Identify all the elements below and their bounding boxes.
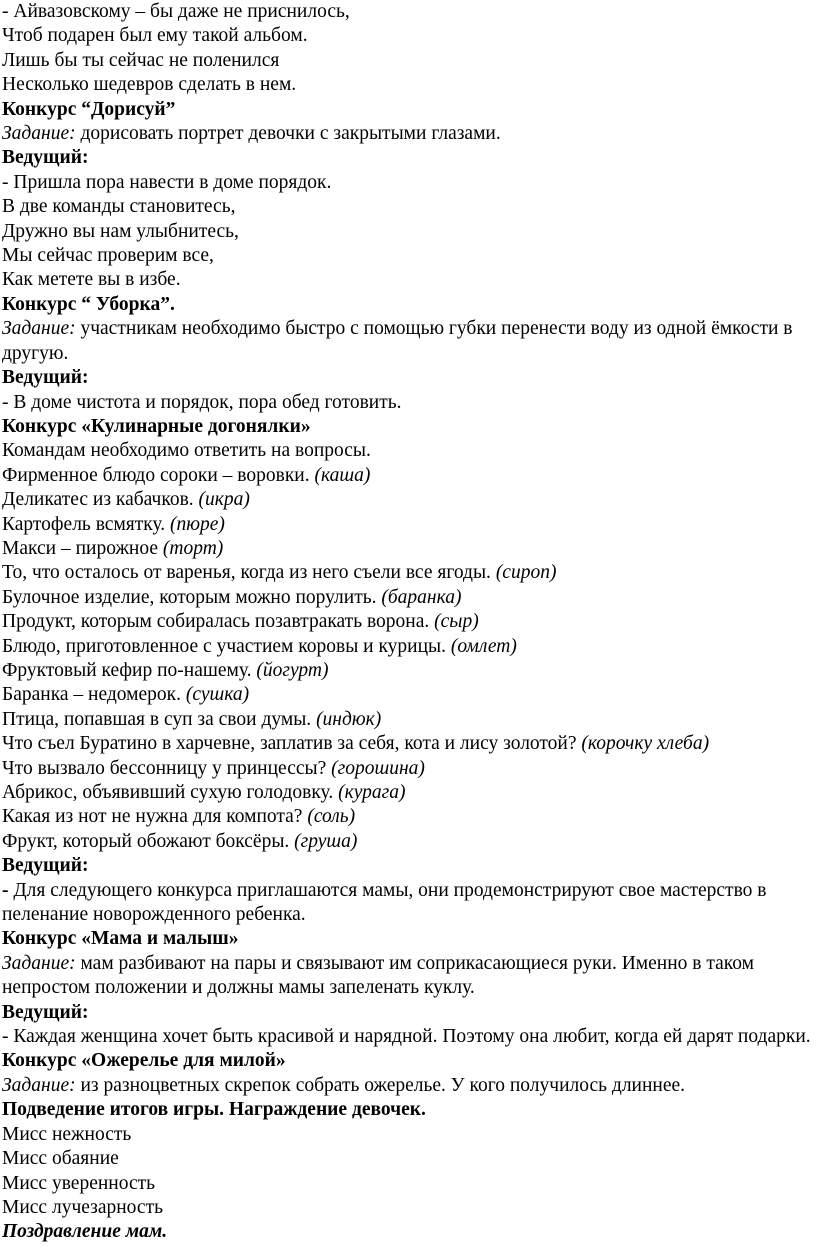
nomination-item: Мисс нежность: [2, 1123, 132, 1145]
quiz-question: [2, 830, 814, 854]
poem-line: - Айвазовскому – бы даже не приснилось,: [2, 1, 350, 22]
question-text: Фирменное блюдо сороки – воровки.: [2, 464, 315, 486]
question-answer: (йогурт): [256, 659, 329, 681]
poem-line: Мы сейчас проверим все,: [2, 245, 214, 267]
question-text: Какая из нот не нужна для компота?: [2, 806, 308, 828]
task-label: Задание:: [2, 123, 76, 145]
question-answer: (груша): [294, 830, 358, 852]
question-answer: (соль): [307, 806, 356, 828]
contest-title: Конкурс «Мама и малыш»: [2, 928, 239, 950]
nomination-item: Мисс лучезарность: [2, 1196, 163, 1218]
question-answer: (икра): [198, 489, 250, 511]
quiz-question: [2, 488, 814, 512]
task-label: Задание:: [2, 318, 76, 340]
quiz-question: [2, 659, 814, 683]
host-label: Ведущий:: [2, 147, 89, 169]
task-text: дорисовать портрет девочки с закрытыми глазами.: [75, 123, 501, 145]
task-label: Задание:: [2, 952, 76, 974]
congrats-heading: Поздравление мам.: [2, 1221, 168, 1243]
poem-line: Чтоб подарен был ему такой альбом.: [2, 25, 308, 47]
task-label: Задание:: [2, 1074, 76, 1096]
quiz-question: [2, 757, 814, 781]
task-text: из разноцветных скрепок собрать ожерелье. У кого получилось длиннее.: [75, 1074, 686, 1096]
question-text: Картофель всмятку.: [2, 513, 171, 535]
question-text: Что вызвало бессонницу у принцессы?: [2, 757, 332, 779]
poem-line: - Пришла пора навести в доме порядок.: [2, 171, 332, 193]
question-answer: (баранка): [381, 586, 462, 608]
question-answer: (омлет): [450, 635, 517, 657]
question-answer: (курага): [338, 782, 406, 803]
question-answer: (сироп): [495, 562, 557, 584]
nomination-item: Мисс уверенность: [2, 1172, 156, 1194]
contest-title: Конкурс “Дорисуй”: [2, 98, 176, 120]
host-label: Ведущий:: [2, 367, 89, 389]
question-text: Булочное изделие, которым можно порулить.: [2, 586, 382, 608]
summary-title: Подведение итогов игры. Награждение девочек.: [2, 1099, 426, 1121]
question-text: То, что осталось от варенья, когда из него съели все ягоды.: [2, 562, 496, 584]
question-answer: (индюк): [316, 708, 382, 730]
contest-intro: Командам необходимо ответить на вопросы.: [2, 440, 371, 462]
quiz-question: [2, 805, 814, 829]
quiz-question: [2, 513, 814, 537]
quiz-question: [2, 610, 814, 634]
quiz-question: [2, 683, 814, 707]
question-answer: (пюре): [170, 513, 225, 535]
quiz-question: [2, 586, 814, 610]
question-answer: (сушка): [185, 684, 250, 706]
contest-task: [2, 1074, 814, 1098]
contest-task: [2, 317, 814, 366]
question-answer: (каша): [314, 464, 371, 486]
host-label: Ведущий:: [2, 855, 89, 877]
question-text: Абрикос, объявивший сухую голодовку.: [2, 782, 339, 803]
host-text-body: Для следующего конкурса приглашаются мамы, они продемонстрируют свое мастерство в пеленание новорожденного ребенка.: [2, 879, 767, 926]
host-text: - Каждая женщина хочет быть красивой и нарядной. Поэтому она любит, когда ей дарят подарки.: [2, 1026, 811, 1048]
poem-line: Несколько шедевров сделать в нем.: [2, 74, 297, 96]
quiz-question: [2, 732, 814, 756]
question-text: Птица, попавшая в суп за свои думы.: [2, 708, 317, 730]
poem-line: Как метете вы в избе.: [2, 269, 181, 291]
host-dash: -: [2, 879, 9, 901]
quiz-question: [2, 464, 814, 488]
question-text: Блюдо, приготовленное с участием коровы и курицы.: [2, 635, 451, 657]
contest-title: Конкурс «Ожерелье для милой»: [2, 1050, 286, 1072]
contest-task: [2, 122, 814, 146]
host-label: Ведущий:: [2, 1001, 89, 1023]
question-answer: (горошина): [331, 757, 425, 779]
question-answer: (торт): [162, 537, 224, 559]
document-page: [2, 0, 814, 1245]
question-text: Что съел Буратино в харчевне, заплатив за себя, кота и лису золотой?: [2, 733, 582, 755]
nomination-item: Мисс обаяние: [2, 1148, 119, 1170]
poem-line: Лишь бы ты сейчас не поленился: [2, 49, 280, 71]
contest-task: [2, 952, 814, 1001]
question-text: Макси – пирожное: [2, 537, 163, 559]
quiz-question: [2, 561, 814, 585]
question-text: Продукт, которым собиралась позавтракать ворона.: [2, 611, 435, 633]
task-text: участникам необходимо быстро с помощью губки перенести воду из одной ёмкости в другую.: [2, 318, 793, 364]
contest-title: Конкурс “ Уборка”.: [2, 293, 175, 315]
question-text: Фруктовый кефир по-нашему.: [2, 659, 257, 681]
poem-line: Дружно вы нам улыбнитесь,: [2, 220, 239, 242]
host-text: [2, 879, 814, 928]
quiz-question: [2, 708, 814, 732]
question-answer: (корочку хлеба): [581, 733, 710, 755]
quiz-question: [2, 781, 814, 805]
host-text: - В доме чистота и порядок, пора обед готовить.: [2, 391, 402, 413]
question-text: Фрукт, который обожают боксёры.: [2, 830, 295, 852]
task-text: мам разбивают на пары и связывают им соприкасающиеся руки. Именно в таком непростом положении и должны мамы запеленать куклу.: [2, 952, 754, 999]
question-text: Деликатес из кабачков.: [2, 489, 199, 511]
question-text: Баранка – недомерок.: [2, 684, 186, 706]
poem-line: В две команды становитесь,: [2, 196, 236, 218]
quiz-question: [2, 537, 814, 561]
question-answer: (сыр): [434, 611, 479, 633]
quiz-question: [2, 635, 814, 659]
contest-title: Конкурс «Кулинарные догонялки»: [2, 415, 311, 437]
